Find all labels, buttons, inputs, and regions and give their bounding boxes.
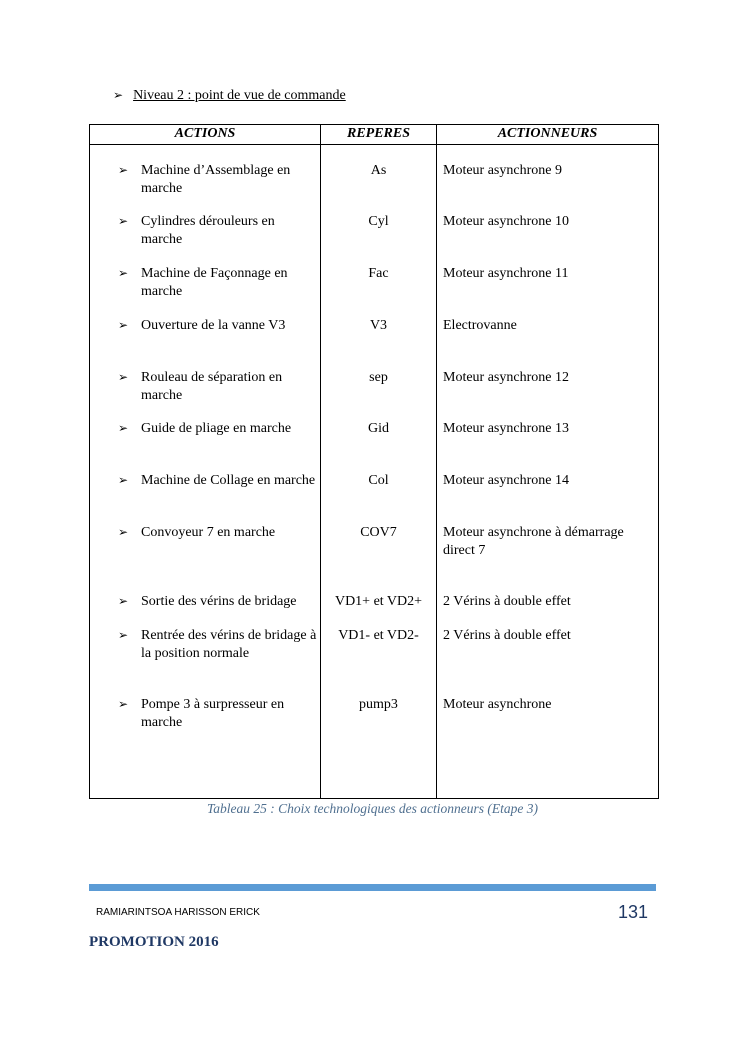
- repere-cell: Cyl: [368, 214, 389, 229]
- arrow-bullet-icon: ➢: [118, 421, 129, 435]
- page-number: 131: [617, 902, 648, 922]
- header-actionneurs: ACTIONNEURS: [437, 125, 658, 145]
- actuator-table: [89, 124, 659, 799]
- action-cell: ➢ Rentrée des vérins de bridage à la position normale: [118, 628, 317, 661]
- arrow-bullet-icon: ➢: [118, 163, 129, 177]
- actionneur-cell: Moteur asynchrone 9: [443, 163, 562, 178]
- action-cell: ➢ Machine de Façonnage en marche: [118, 266, 288, 299]
- actionneur-cell: Moteur asynchrone: [443, 697, 552, 712]
- section-heading: [113, 88, 346, 104]
- actionneur-cell: Moteur asynchrone 11: [443, 266, 569, 281]
- action-cell: ➢ Machine de Collage en marche: [118, 473, 316, 488]
- arrow-bullet-icon: ➢: [118, 697, 129, 711]
- actionneur-cell: 2 Vérins à double effet: [443, 594, 571, 609]
- actionneur-cell: Moteur asynchrone 14: [443, 473, 569, 488]
- action-cell: ➢ Rouleau de séparation en marche: [118, 370, 283, 403]
- footer-rule: [89, 884, 656, 891]
- action-cell: ➢ Pompe 3 à surpresseur en marche: [118, 697, 285, 730]
- repere-cell: Gid: [368, 421, 389, 436]
- repere-cell: COV7: [360, 525, 397, 540]
- repere-cell: As: [370, 163, 387, 178]
- arrow-bullet-icon: ➢: [118, 214, 129, 228]
- arrow-bullet-icon: ➢: [118, 628, 129, 642]
- action-cell: ➢ Machine d’Assemblage en marche: [118, 163, 291, 196]
- actionneur-cell: Moteur asynchrone 12: [443, 370, 569, 385]
- column-divider: [436, 125, 437, 798]
- repere-cell: VD1- et VD2-: [338, 628, 419, 643]
- arrow-bullet-icon: ➢: [118, 318, 129, 332]
- arrow-bullet-icon: ➢: [118, 473, 129, 487]
- arrow-bullet-icon: ➢: [113, 88, 124, 102]
- action-cell: ➢ Cylindres dérouleurs en marche: [118, 214, 275, 247]
- repere-cell: Col: [368, 473, 389, 488]
- arrow-bullet-icon: ➢: [118, 525, 129, 539]
- action-cell: ➢ Ouverture de la vanne V3: [118, 318, 286, 333]
- section-heading-text: Niveau 2 : point de vue de commande: [133, 88, 346, 103]
- action-cell: ➢ Convoyeur 7 en marche: [118, 525, 276, 540]
- repere-cell: sep: [369, 370, 388, 385]
- actionneur-cell: Moteur asynchrone 13: [443, 421, 569, 436]
- actionneur-cell: 2 Vérins à double effet: [443, 628, 571, 643]
- actionneur-cell: Electrovanne: [443, 318, 517, 333]
- repere-cell: pump3: [359, 697, 398, 712]
- arrow-bullet-icon: ➢: [118, 370, 129, 384]
- arrow-bullet-icon: ➢: [118, 594, 129, 608]
- arrow-bullet-icon: ➢: [118, 266, 129, 280]
- actionneur-cell: Moteur asynchrone à démarrage direct 7: [443, 525, 624, 558]
- promotion-label: PROMOTION 2016: [89, 934, 219, 950]
- actionneur-cell: Moteur asynchrone 10: [443, 214, 569, 229]
- repere-cell: VD1+ et VD2+: [334, 594, 423, 609]
- repere-cell: V3: [369, 318, 388, 333]
- header-reperes: REPERES: [321, 125, 436, 145]
- action-cell: ➢ Sortie des vérins de bridage: [118, 594, 297, 609]
- action-cell: ➢ Guide de pliage en marche: [118, 421, 292, 436]
- header-actions: ACTIONS: [90, 125, 320, 145]
- repere-cell: Fac: [368, 266, 389, 281]
- table-caption: Tableau 25 : Choix technologiques des actionneurs (Etape 3): [207, 801, 538, 816]
- author-name: RAMIARINTSOA HARISSON ERICK: [96, 907, 260, 918]
